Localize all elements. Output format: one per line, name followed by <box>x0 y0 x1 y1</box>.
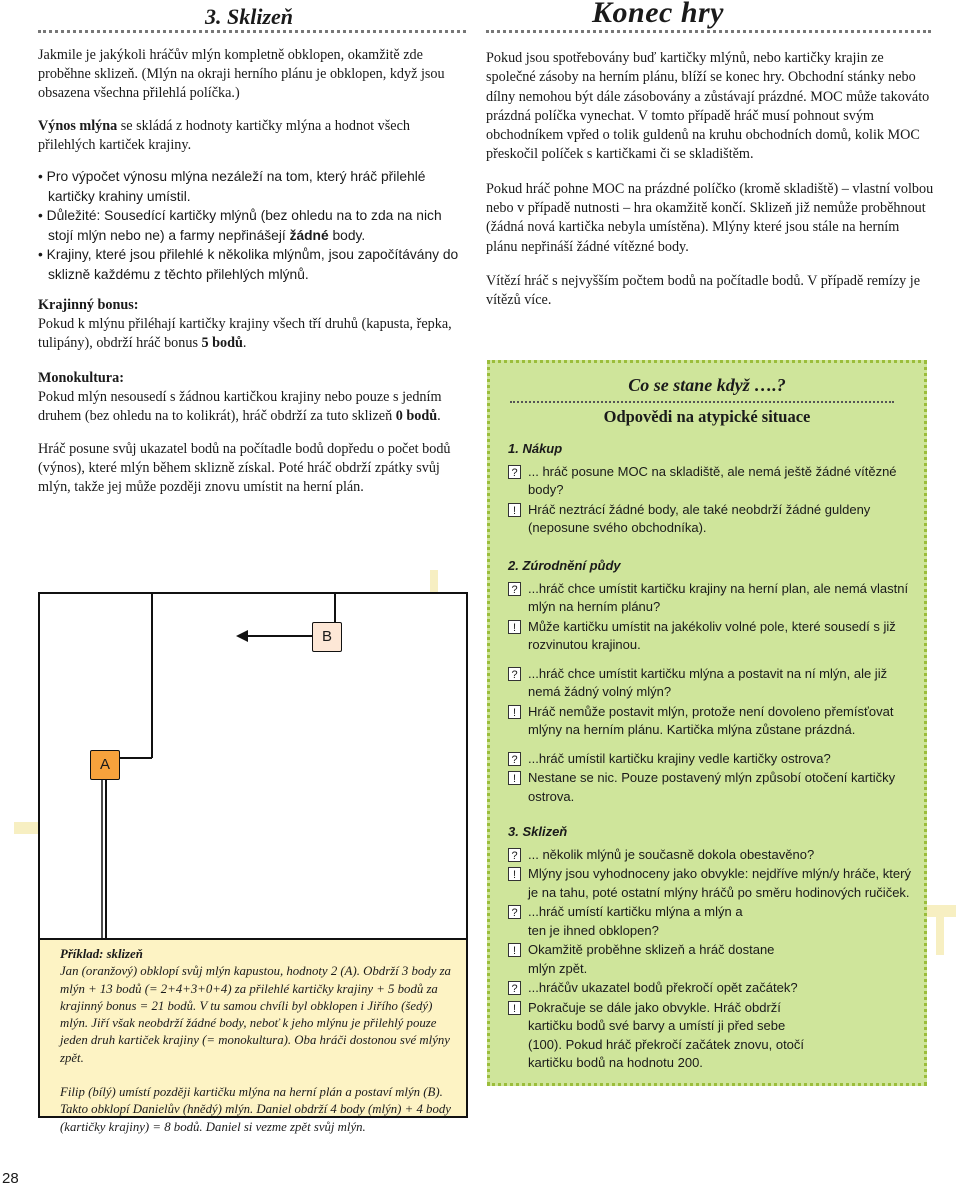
heading-dots-right <box>486 30 931 33</box>
faq-box <box>487 360 927 1086</box>
faq-section-cultivation <box>508 557 913 807</box>
faq-section-title: 1. Nákup <box>508 441 563 456</box>
faq-section-purchase <box>508 440 913 539</box>
bullet-item <box>38 206 466 245</box>
faq-question-text: ...hráč chce umístit kartičku mlýna a postavit na ní mlýn, ale již nemá žádný volný mlýn? <box>528 665 888 699</box>
bonus-text-pre: Pokud k mlýnu přiléhají kartičky krajiny všech tří druhů (kapusta, řepka, tulipány), obdrží hráč bonus <box>38 316 452 351</box>
faq-answer-text: Může kartičku umístit na jakékoliv volné pole, které sousedí s již rozvinutou krajinou. <box>528 618 896 652</box>
faq-title-dots <box>510 401 894 403</box>
monoculture-points: 0 bodů <box>395 408 438 424</box>
mill-label-a-text: A <box>99 756 110 773</box>
faq-section-title: 2. Zúrodnění půdy <box>508 558 621 573</box>
heading-dots-left <box>38 30 466 33</box>
yield-term: Výnos mlýna <box>38 118 118 134</box>
exclamation-mark-icon: ! <box>508 867 521 881</box>
question-mark-icon: ? <box>508 981 521 995</box>
harvest-intro: Jakmile je jakýkoli hráčův mlýn kompletně obklopen, okamžitě zde proběhne sklizeň. (Mlýn na okraji herního plánu je obklopen, když jsou obsazena všechna přilehlá políčka.) <box>38 47 445 101</box>
faq-answer <box>508 501 913 538</box>
mill-label-b-text: B <box>321 628 332 645</box>
faq-answer-text: Nestane se nic. Pouze postavený mlýn způsobí otočení kartičky ostrova. <box>528 770 896 804</box>
winner-paragraph: Vítězí hráč s nejvyšším počtem bodů na počítadle bodů. V případě remízy je vítězů více. <box>486 272 921 309</box>
faq-answer <box>508 999 913 1073</box>
faq-question <box>508 903 913 940</box>
example-paragraph: Filip (bílý) umístí později kartičku mlýna na herní plán a postaví mlýn (B). Takto obklopí Danielův (hnědý) mlýn. Daniel obdrží 4 body (mlýn) + 4 body (kartičky krajiny) = 8 bodů. Daniel si vezme zpět svůj mlýn. <box>60 1085 451 1134</box>
bullet-text: • Důležité: Sousedící kartičky mlýnů (bez ohledu na to zda na nich stojí mlýn nebo ne) a farmy nepřinášejí <box>38 208 442 243</box>
example-box <box>38 940 468 1134</box>
faq-question <box>508 750 913 769</box>
exclamation-mark-icon: ! <box>508 705 521 719</box>
bullet-bold: žádné <box>289 227 329 243</box>
example-title: Příklad: sklizeň <box>60 947 143 961</box>
faq-subtitle: Odpovědi na atypické situace <box>603 407 811 426</box>
faq-answer <box>508 769 913 806</box>
exclamation-mark-icon: ! <box>508 620 521 634</box>
question-mark-icon: ? <box>508 465 521 479</box>
example-paragraph: Jan (oranžový) obklopí svůj mlýn kapustou, hodnoty 2 (A). Obdrží 3 body za mlýn + 13 bodů (= 2+4+3+0+4) za přilehlé kartičky krajiny + 5 bodů za krajinný bonus = 21 bodů. V tu samou chvíli byl obklopen i Jiřího (šedý) mlýn. Jiří však neobdrží žádné body, neboť k jeho mlýnu je přilehlý pouze jeden druh kartiček krajiny (= monokultura). Oba hráči dostonou své mlýny zpět. <box>60 964 451 1065</box>
bonus-points: 5 bodů <box>201 335 243 351</box>
yield-text: se skládá z hodnoty kartičky mlýna a hodnot všech přilehlých kartiček krajiny. <box>38 118 410 153</box>
faq-question <box>508 665 913 702</box>
board-illustration <box>38 592 468 940</box>
bonus-text <box>38 315 466 353</box>
faq-section-harvest <box>508 823 913 1074</box>
faq-answer <box>508 703 913 740</box>
faq-question-text: ...hráč chce umístit kartičku krajiny na herní plan, ale nemá vlastní mlýn na herním plánu? <box>528 580 909 614</box>
section-heading-harvest: 3. Sklizeň <box>205 4 294 29</box>
faq-title: Co se stane když ….? <box>628 375 786 395</box>
arrow-head-icon <box>236 630 248 642</box>
page-number: 28 <box>2 1170 19 1187</box>
mill-label-a <box>90 750 120 780</box>
question-mark-icon: ? <box>508 848 521 862</box>
faq-question-text: ... několik mlýnů je současně dokola obestavěno? <box>528 846 815 862</box>
exclamation-mark-icon: ! <box>508 503 521 517</box>
decor-bar <box>14 822 38 834</box>
faq-question-text: ...hráčův ukazatel bodů překročí opět začátek? <box>528 980 798 995</box>
faq-question <box>508 846 913 865</box>
faq-question <box>508 580 913 617</box>
monoculture-text-post: . <box>437 408 441 424</box>
faq-answer <box>508 865 913 902</box>
faq-answer <box>508 941 913 978</box>
question-mark-icon: ? <box>508 905 521 919</box>
left-column <box>38 46 466 511</box>
faq-answer-text: Mlýny jsou vyhodnoceny jako obvykle: nejdříve mlýn/y hráče, který je na tahu, poté ostatní mlýny hráčů po směru hodinových ručiček. <box>528 866 911 900</box>
right-column <box>486 49 934 326</box>
bullet-item: • Pro výpočet výnosu mlýna nezáleží na tom, který hráč přilehlé kartičky krahiny umístil. <box>38 169 426 204</box>
faq-question-text: ... hráč posune MOC na skladiště, ale nemá ještě žádné vítězné body? <box>528 463 897 497</box>
question-mark-icon: ? <box>508 582 521 596</box>
score-advance-text: Hráč posune svůj ukazatel bodů na počítadle bodů dopředu o počet bodů (výnos), které mlýn během sklizně získal. Poté hráč obdrží zpátky svůj mlýn, takže jej může později znovu umístit na herní plán. <box>38 441 451 495</box>
faq-question-text: ...hráč umístil kartičku krajiny vedle kartičky ostrova? <box>528 750 831 766</box>
faq-question <box>508 979 913 998</box>
yield-definition <box>38 117 466 155</box>
end-game-paragraph: Pokud jsou spotřebovány buď kartičky mlýnů, nebo kartičky krajin ze společné zásoby na herním plánu, blíží se konec hry. Obchodní stánky nebo dílny nemohou být dále zásobovány a zůstávají prázdné. MOC může takováto prázdná políčka vynechat. V tomto případě hráč musí pohnout svým obchodníkem vpřed o tolik guldenů na kruhu obchodních domů, kolik MOC přeskočil políček s kartičkami či se skladištěm. <box>486 50 930 163</box>
faq-answer-text: Okamžitě proběhne sklizeň a hráč dostane mlýn zpět. <box>528 942 775 976</box>
monoculture-text <box>38 388 466 426</box>
mill-label-b <box>312 622 342 652</box>
faq-answer-text: Hráč nemůže postavit mlýn, protože není dovoleno přemísťovat mlýny na herním plánu. Kartička mlýna zůstane prázdná. <box>528 703 894 737</box>
bullet-item: • Krajiny, které jsou přilehlé k několika mlýnům, jsou započítávány do sklizně každému z těchto přilehlých mlýnů. <box>38 247 459 282</box>
exclamation-mark-icon: ! <box>508 1001 521 1015</box>
bonus-text-post: . <box>242 335 247 351</box>
monoculture-text-pre: Pokud mlýn nesousedí s žádnou kartičkou krajiny nebo pouze s jedním druhem (bez ohledu na to kolikrát), hráč obdrží za tuto sklizeň <box>38 389 442 424</box>
monoculture-title: Monokultura: <box>38 370 124 386</box>
faq-answer-text: Hráč neztrácí žádné body, ale také neobdrží žádné guldeny (neposune svého obchodníka). <box>528 501 871 535</box>
faq-section-title: 3. Sklizeň <box>508 824 568 839</box>
question-mark-icon: ? <box>508 667 521 681</box>
faq-answer-text: Pokračuje se dále jako obvykle. Hráč obdrží kartičku bodů své barvy a umístí ji před sebe (100). Pokud hráč překročí začátek znovu, otočí kartičku bodů na hodnotu 200. <box>528 999 805 1070</box>
bullet-text: body. <box>328 227 366 243</box>
faq-answer <box>508 618 913 655</box>
bonus-title: Krajinný bonus: <box>38 297 139 313</box>
section-heading-end-game: Konec hry <box>592 0 724 29</box>
question-mark-icon: ? <box>508 752 521 766</box>
decor-bar <box>936 905 944 955</box>
exclamation-mark-icon: ! <box>508 943 521 957</box>
faq-question-text: ...hráč umístí kartičku mlýna a mlýn a ten je ihned obklopen? <box>528 904 743 938</box>
end-game-paragraph: Pokud hráč pohne MOC na prázdné políčko (kromě skladiště) – vlastní volbou nebo v případě nutnosti – hra okamžitě končí. Sklizeň již nemůže proběhnout (žádná nová kartička nebyla umístěna). Mlýny které jsou stále na herním plánu nepřináší žádné vítězné body. <box>486 180 934 255</box>
faq-question <box>508 463 913 500</box>
exclamation-mark-icon: ! <box>508 771 521 785</box>
